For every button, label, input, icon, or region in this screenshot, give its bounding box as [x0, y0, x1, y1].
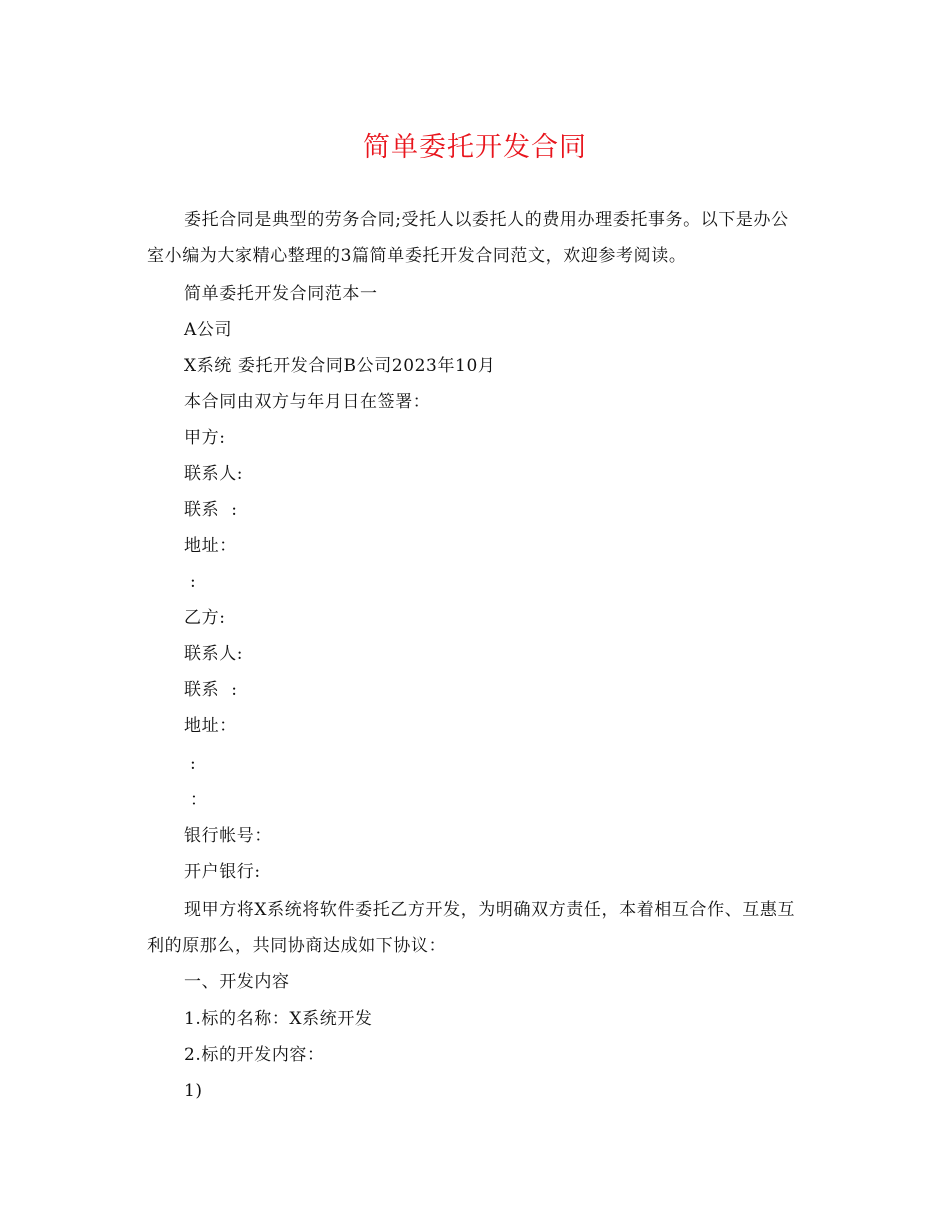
party-a-label: 甲方: [184, 428, 226, 448]
document-title: 简单委托开发合同 [363, 132, 587, 163]
section-development-content: 一、开发内容 [184, 972, 290, 992]
party-a-company: A公司 [184, 320, 233, 340]
signing-statement: 本合同由双方与年月日在签署： [184, 392, 431, 412]
party-a-blank-field: : [184, 572, 197, 592]
party-a-contact: 联系 : [184, 500, 238, 520]
party-a-contact-person: 联系人: [184, 464, 244, 484]
party-b-address: 地址： [184, 716, 237, 736]
item-first-point: 1) [184, 1081, 203, 1101]
intro-paragraph: 委托合同是典型的劳务合同;受托人以委托人的费用办理委托事务。以下是办公室小编为大家精心整理的3篇简单委托开发合同范文，欢迎参考阅读。 [147, 210, 789, 266]
sample-heading: 简单委托开发合同范本一 [184, 284, 378, 304]
item-subject-name: 1.标的名称：X系统开发 [184, 1009, 373, 1029]
party-b-blank-field-2: ： [184, 790, 208, 810]
item-development-content: 2.标的开发内容： [184, 1045, 325, 1065]
bank-name: 开户银行: [184, 862, 261, 882]
party-a-address: 地址： [184, 536, 237, 556]
contract-subtitle: X系统 委托开发合同B公司2023年10月 [184, 356, 496, 376]
party-b-label: 乙方: [184, 608, 226, 628]
party-b-contact-person: 联系人: [184, 644, 244, 664]
party-b-blank-field-1: : [184, 754, 197, 774]
agreement-paragraph: 现甲方将X系统将软件委托乙方开发，为明确双方责任，本着相互合作、互惠互利的原那么，共同协商达成如下协议： [147, 900, 796, 956]
party-b-contact: 联系 : [184, 680, 238, 700]
bank-account: 银行帐号： [184, 826, 272, 846]
